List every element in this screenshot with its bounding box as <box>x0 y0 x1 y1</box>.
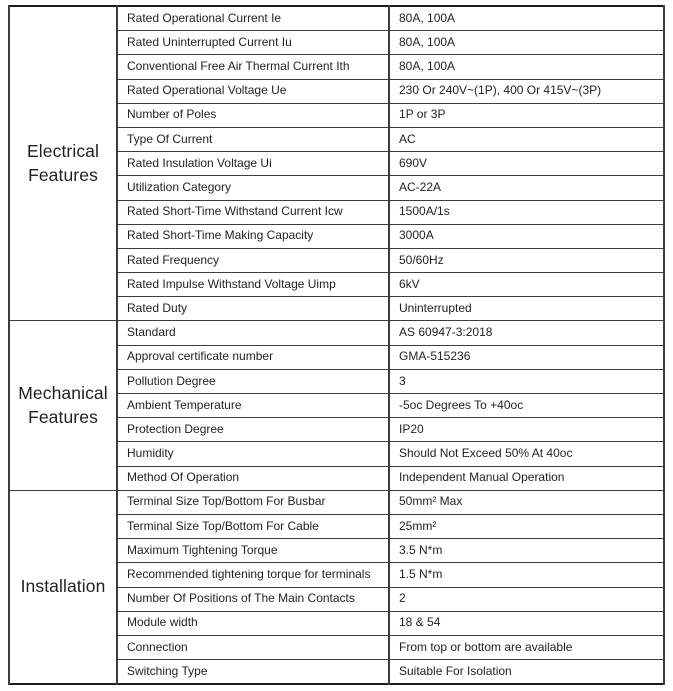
spec-value: GMA-515236 <box>389 345 664 369</box>
spec-param: Protection Degree <box>117 418 389 442</box>
spec-param: Ambient Temperature <box>117 394 389 418</box>
spec-value: 80A, 100A <box>389 55 664 79</box>
spec-value: AC <box>389 127 664 151</box>
spec-param: Terminal Size Top/Bottom For Cable <box>117 514 389 538</box>
spec-param: Standard <box>117 321 389 345</box>
spec-value: From top or bottom are available <box>389 635 664 659</box>
section-title-electrical-features: Electrical Features <box>9 6 117 321</box>
spec-value: 50/60Hz <box>389 248 664 272</box>
spec-value: 3.5 N*m <box>389 539 664 563</box>
spec-value: AS 60947-3:2018 <box>389 321 664 345</box>
spec-param: Rated Operational Voltage Ue <box>117 79 389 103</box>
table-row <box>9 490 664 514</box>
spec-param: Number of Poles <box>117 103 389 127</box>
spec-value: 80A, 100A <box>389 31 664 55</box>
spec-value: Suitable For Isolation <box>389 660 664 685</box>
spec-param: Pollution Degree <box>117 369 389 393</box>
spec-param: Conventional Free Air Thermal Current Ith <box>117 55 389 79</box>
spec-value: Independent Manual Operation <box>389 466 664 490</box>
table-row <box>9 321 664 345</box>
spec-value: -5oc Degrees To +40oc <box>389 394 664 418</box>
spec-value: 1.5 N*m <box>389 563 664 587</box>
spec-param: Rated Short-Time Withstand Current Icw <box>117 200 389 224</box>
spec-param: Type Of Current <box>117 127 389 151</box>
spec-param: Number Of Positions of The Main Contacts <box>117 587 389 611</box>
spec-param: Rated Short-Time Making Capacity <box>117 224 389 248</box>
table-row <box>9 6 664 31</box>
spec-value: 25mm² <box>389 514 664 538</box>
spec-value: 2 <box>389 587 664 611</box>
section-title-installation: Installation <box>9 490 117 684</box>
specification-table <box>8 5 665 685</box>
spec-param: Rated Operational Current Ie <box>117 6 389 31</box>
spec-param: Method Of Operation <box>117 466 389 490</box>
spec-param: Rated Insulation Voltage Ui <box>117 152 389 176</box>
spec-value: IP20 <box>389 418 664 442</box>
spec-value: 6kV <box>389 273 664 297</box>
spec-value: 3 <box>389 369 664 393</box>
spec-value: 50mm² Max <box>389 490 664 514</box>
spec-value: 690V <box>389 152 664 176</box>
spec-value: 18 & 54 <box>389 611 664 635</box>
spec-param: Module width <box>117 611 389 635</box>
spec-param: Utilization Category <box>117 176 389 200</box>
section-title-mechanical-features: Mechanical Features <box>9 321 117 490</box>
spec-param: Humidity <box>117 442 389 466</box>
spec-value: 3000A <box>389 224 664 248</box>
spec-value: 1P or 3P <box>389 103 664 127</box>
spec-param: Rated Duty <box>117 297 389 321</box>
spec-value: 1500A/1s <box>389 200 664 224</box>
spec-value: Uninterrupted <box>389 297 664 321</box>
spec-param: Recommended tightening torque for terminals <box>117 563 389 587</box>
spec-param: Terminal Size Top/Bottom For Busbar <box>117 490 389 514</box>
spec-value: 230 Or 240V~(1P), 400 Or 415V~(3P) <box>389 79 664 103</box>
spec-param: Switching Type <box>117 660 389 685</box>
spec-param: Connection <box>117 635 389 659</box>
spec-param: Maximum Tightening Torque <box>117 539 389 563</box>
spec-param: Rated Uninterrupted Current Iu <box>117 31 389 55</box>
spec-param: Approval certificate number <box>117 345 389 369</box>
spec-param: Rated Frequency <box>117 248 389 272</box>
spec-value: Should Not Exceed 50% At 40oc <box>389 442 664 466</box>
spec-value: AC-22A <box>389 176 664 200</box>
spec-param: Rated Impulse Withstand Voltage Uimp <box>117 273 389 297</box>
spec-value: 80A, 100A <box>389 6 664 31</box>
